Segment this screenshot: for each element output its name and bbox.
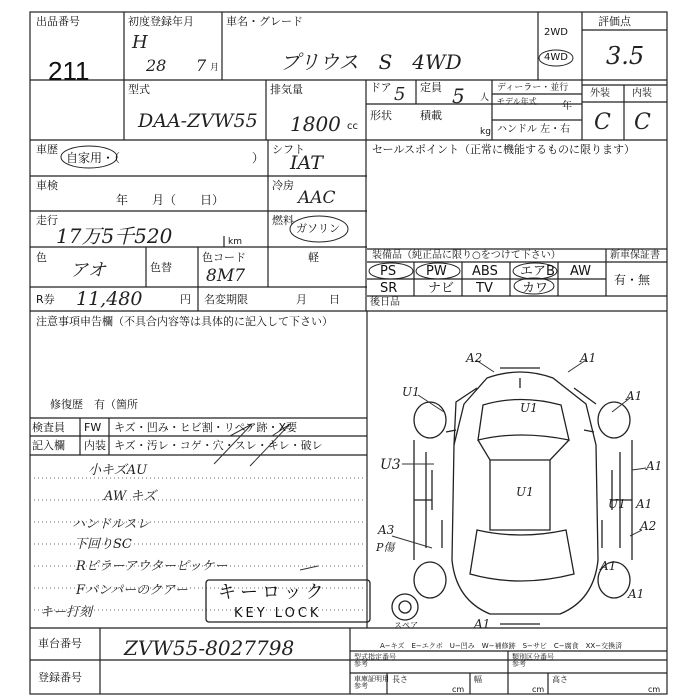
rating-value: 3.5 <box>606 42 645 70</box>
exterior-tag: FW <box>84 421 102 434</box>
equipment-navi: ナビ <box>428 281 455 296</box>
inspection-label: 車検 <box>36 179 58 192</box>
interior-tag: 内装 <box>84 439 106 452</box>
equipment-pw: PW <box>426 264 447 279</box>
drive-4wd: 4WD <box>544 52 568 63</box>
note-line: Rピラーアウターピッケー <box>76 559 228 574</box>
damage-mark: A1 <box>628 587 645 601</box>
cc-unit: cc <box>347 121 358 132</box>
damage-mark: U1 <box>516 485 534 499</box>
damage-mark: P傷 <box>376 541 395 554</box>
history-close: ） <box>252 151 265 165</box>
damage-mark: U1 <box>608 497 626 511</box>
damage-mark: A1 <box>636 497 653 511</box>
equipment-sr: SR <box>380 281 398 296</box>
capacity-value: 5 <box>452 84 465 108</box>
length-label: 長さ <box>392 675 408 684</box>
color-change-label: 色替 <box>150 261 172 274</box>
doors-label: ドア <box>370 81 392 94</box>
drive-2wd: 2WD <box>544 27 568 38</box>
shift-label: シフト <box>272 143 305 156</box>
registration-number-label: 登録番号 <box>38 671 82 684</box>
history-label: 車歴 <box>36 143 58 156</box>
garage-cert-label: 車庫証明用 参考 <box>354 675 389 690</box>
fuel-value: ガソリン <box>296 222 340 235</box>
name-change-line: 月 日 <box>296 293 340 306</box>
yen-unit: 円 <box>180 293 191 306</box>
registration-year: 28 <box>146 56 167 75</box>
color-code-value: 8M7 <box>206 266 246 286</box>
chassis-label: 車台番号 <box>38 637 82 650</box>
damage-mark: A1 <box>580 351 597 365</box>
name-change-label: 名変期限 <box>204 293 248 306</box>
repair-history-label: 修復歴 有（箇所 <box>50 398 138 411</box>
mileage-value: 17万5千520 <box>56 224 173 248</box>
class-number-label: 類別区分番号 参考 <box>512 653 554 668</box>
damage-mark: A1 <box>646 459 663 473</box>
recycle-amount: 11,480 <box>76 288 143 310</box>
equipment-tv: TV <box>476 281 493 296</box>
kg-unit: kg <box>480 127 491 137</box>
notice-label: 注意事項申告欄（不具合内容等は具体的に記入して下さい） <box>36 315 333 328</box>
damage-mark: A1 <box>626 389 643 403</box>
damage-mark: U1 <box>402 385 420 399</box>
type-spec-label: 型式指定番号 参考 <box>354 653 396 668</box>
chassis-number: ZVW55-8027798 <box>124 636 295 660</box>
shape-label: 形状 <box>370 109 392 122</box>
registration-month: 7 <box>196 56 207 75</box>
equipment-abs: ABS <box>472 264 498 279</box>
width-label: 幅 <box>474 675 482 684</box>
person-unit: 人 <box>480 93 490 103</box>
damage-mark: U1 <box>520 401 538 415</box>
damage-mark: U3 <box>380 457 401 473</box>
lot-number: 211 <box>48 56 90 86</box>
model-grade-label: 車名・グレード <box>226 15 303 28</box>
equipment-label: 装備品（純正品に限り○をつけて下さい） <box>372 250 561 261</box>
color-label: 色 <box>36 251 47 264</box>
equipment-leather: カワ <box>522 281 549 296</box>
exterior-defect-items: キズ・凹み・ヒビ割・リペア跡・X要 <box>114 421 298 434</box>
cm-unit-length: cm <box>452 685 465 694</box>
height-label: 高さ <box>552 675 568 684</box>
doors-value: 5 <box>394 84 406 105</box>
load-label: 積載 <box>420 109 442 122</box>
entry-label: 記入欄 <box>32 439 65 452</box>
registration-era: H <box>132 32 148 53</box>
recycle-label: R券 <box>36 293 55 306</box>
inspection-line: 年 月（ 日） <box>116 193 225 207</box>
shift-value: IAT <box>290 152 323 174</box>
model-grade: プリウス S 4WD <box>280 50 462 74</box>
equipment-airbag: エアB <box>520 264 555 279</box>
note-line: 下回りSC <box>74 537 132 552</box>
type-label: 型式 <box>128 83 150 96</box>
fuel-label: 燃料 <box>272 214 294 227</box>
model-code: DAA-ZVW55 <box>138 110 258 132</box>
damage-mark: A1 <box>600 559 617 573</box>
damage-mark: A1 <box>474 617 491 631</box>
displacement-label: 排気量 <box>270 83 303 96</box>
equipment-ps: PS <box>380 264 397 279</box>
exterior-label: 外装 <box>590 88 610 99</box>
vehicle-diagram <box>392 368 632 624</box>
after-items-label: 後日品 <box>370 297 400 308</box>
model-year-label: モデル年式 <box>497 97 537 106</box>
rating-label: 評価点 <box>598 15 631 28</box>
history-value: 自家用・（ <box>66 151 121 165</box>
aircon-value: AAC <box>298 188 336 208</box>
aircon-label: 冷房 <box>272 179 294 192</box>
month-unit: 月 <box>210 63 220 73</box>
note-line: 小キズAU <box>88 463 148 478</box>
inspector-label: 検査員 <box>32 421 65 434</box>
interior-defect-items: キズ・汚レ・コゲ・穴・スレ・キレ・破レ <box>114 439 323 452</box>
note-line: AW キズ <box>104 489 157 504</box>
handle-label: ハンドル 左・右 <box>497 124 571 135</box>
color-value: アオ <box>70 260 106 281</box>
first-registration-label: 初度登録年月 <box>128 15 194 28</box>
dealer-label: ディーラー・並行 <box>497 83 569 93</box>
year-unit: 年 <box>562 101 572 112</box>
exterior-grade: C <box>594 110 611 135</box>
km-unit: km <box>228 237 242 247</box>
note-line: ハンドルスレ <box>72 517 150 532</box>
note-line: Fバンパーのクアー <box>76 583 188 598</box>
displacement-value: 1800 <box>290 112 341 136</box>
mileage-label: 走行 <box>36 214 58 227</box>
damage-legend: A−キズ E−エクボ U−凹み W−補修跡 S−サビ C−腐食 XX−交換済 <box>380 642 623 650</box>
lot-no-label: 出品番号 <box>36 15 80 28</box>
warranty-value: 有・無 <box>614 273 651 287</box>
interior-grade: C <box>634 110 651 135</box>
sales-point-label: セールスポイント（正常に機能するものに限ります） <box>372 143 636 156</box>
damage-mark: A2 <box>640 519 657 533</box>
spare-label: スペア <box>394 621 418 630</box>
interior-label: 内装 <box>632 88 652 99</box>
key-lock-stamp-sub: KEY LOCK <box>234 606 322 621</box>
color-code-label: 色コード <box>202 251 246 264</box>
warranty-label: 新車保証書 <box>610 250 660 261</box>
light-label: 軽 <box>308 251 319 264</box>
damage-mark: A2 <box>466 351 483 365</box>
note-line: キー打刻 <box>40 605 93 620</box>
cm-unit-width: cm <box>532 685 545 694</box>
cm-unit-height: cm <box>648 685 661 694</box>
capacity-label: 定員 <box>420 81 442 94</box>
damage-mark: A3 <box>378 523 395 537</box>
key-lock-stamp: キーロック <box>218 582 328 603</box>
equipment-aw: AW <box>570 264 592 279</box>
